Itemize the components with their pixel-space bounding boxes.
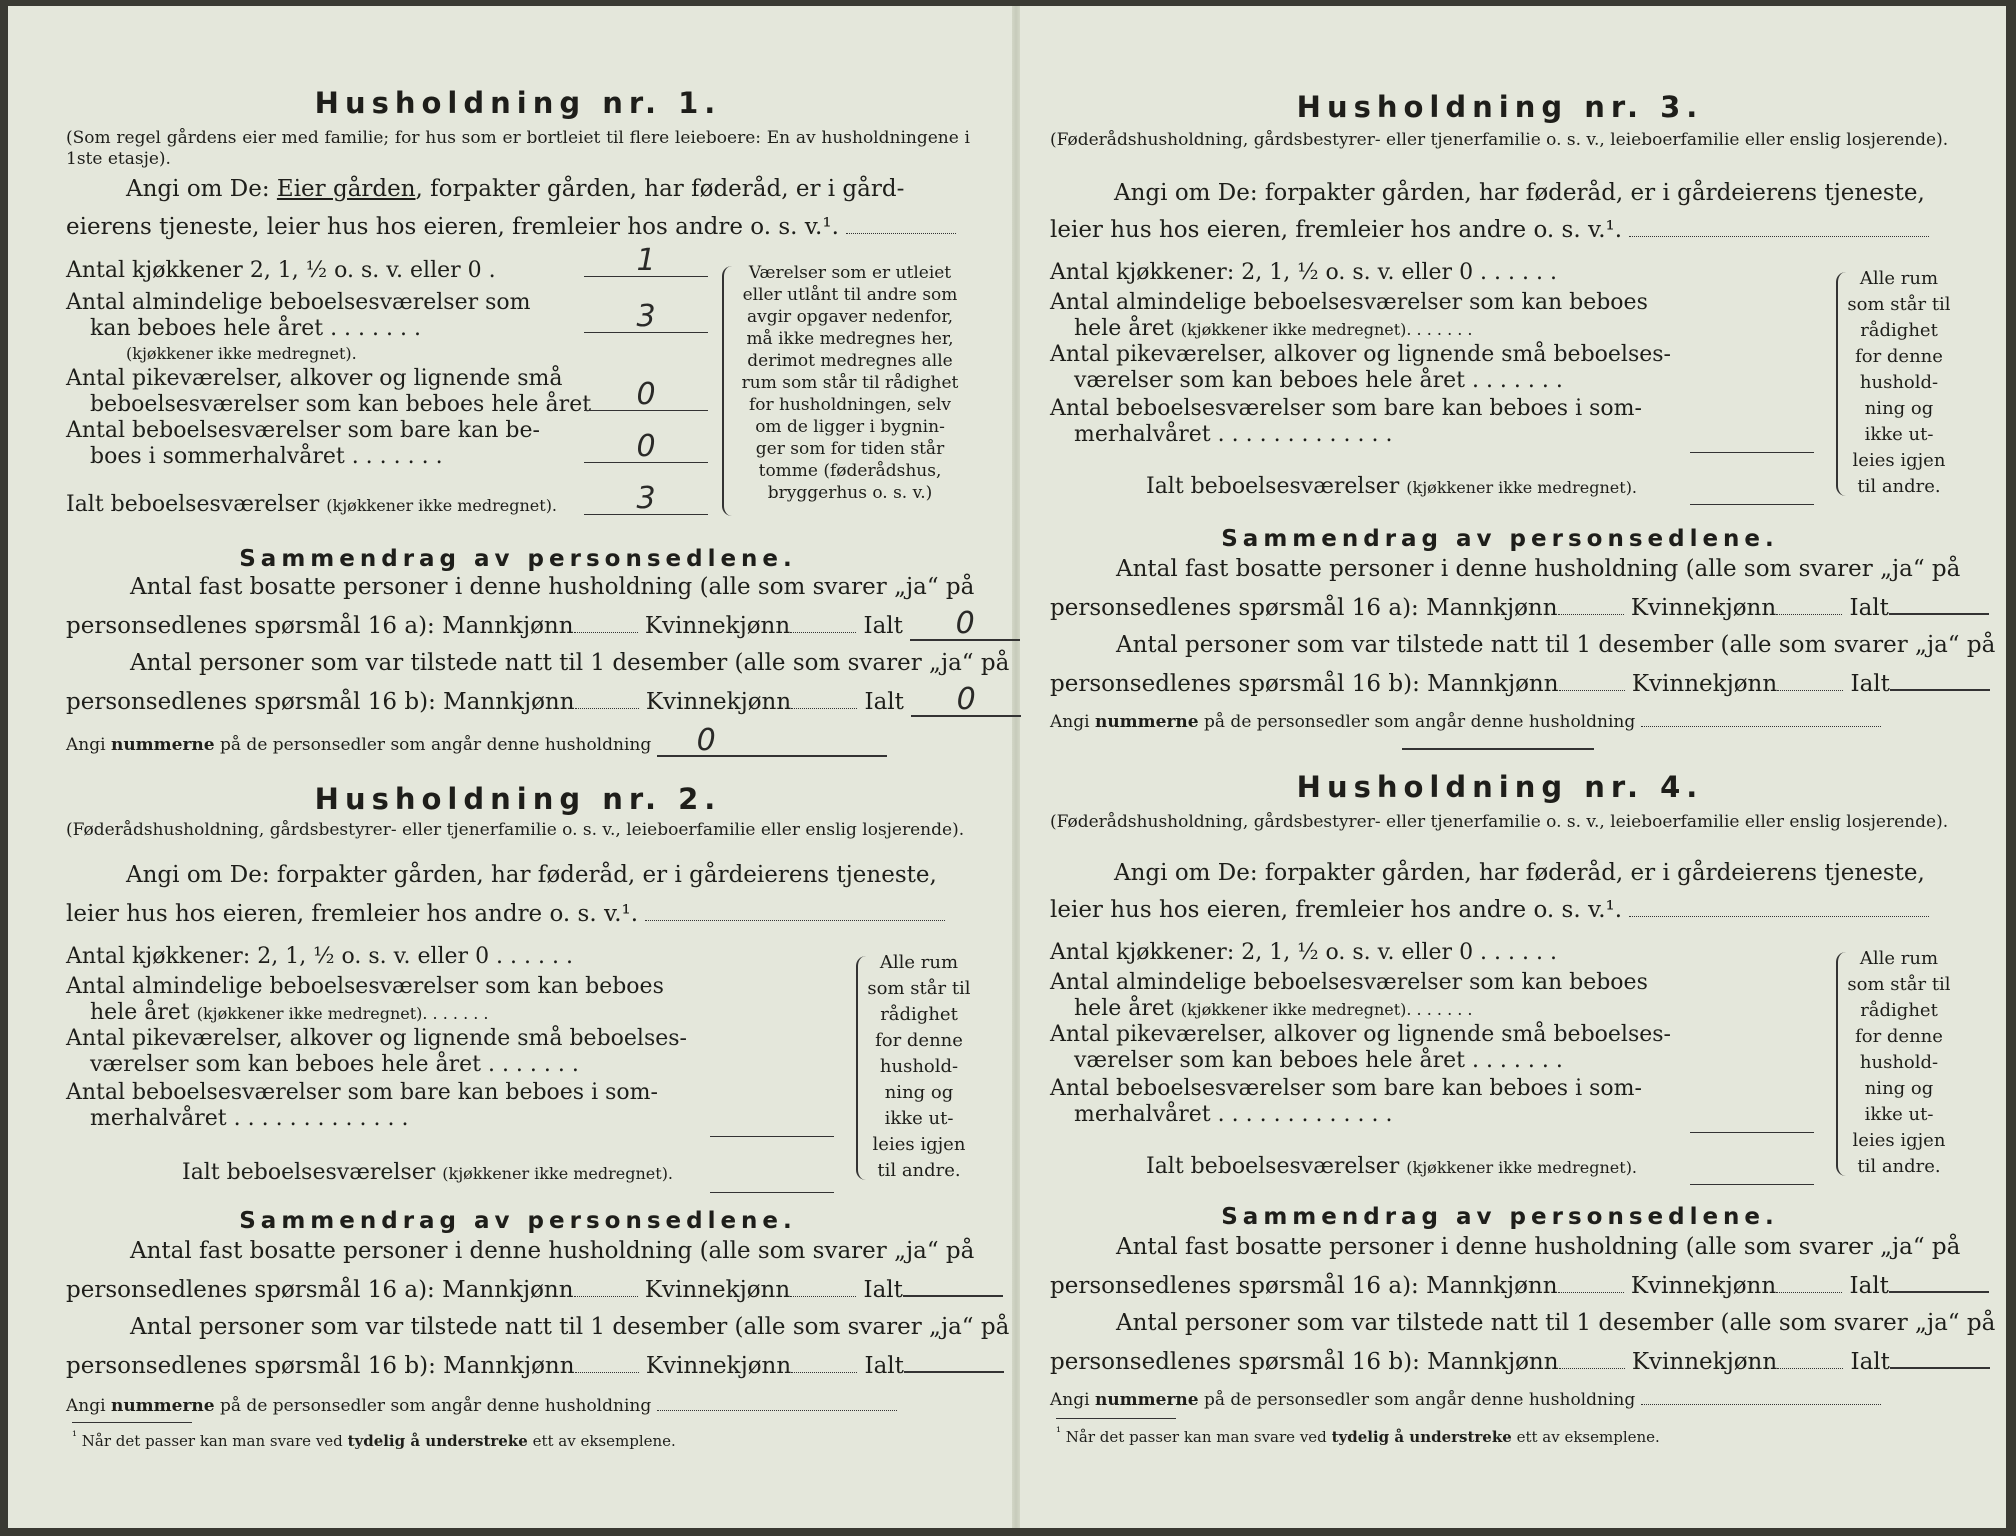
- footnote-rule: [1056, 1418, 1176, 1419]
- household-1-angi-line-1: Angi om De: Eier gården, forpakter gården, har føderåd, er i gård-: [126, 176, 905, 202]
- row-summer-rooms: Antal beboelsesværelser som bare kan beboes i som-: [1050, 1076, 1642, 1101]
- answer-summer-rooms: [1690, 1106, 1814, 1133]
- household-1-summary-a-line-2: personsedlenes spørsmål 16 a): Mannkjønn Kvinnekjønn Ialt 0: [66, 612, 970, 641]
- row-summer-rooms-2: merhalvåret . . . . . . . . . . . . .: [1074, 1102, 1393, 1127]
- footnote: $^{^1}$ Når det passer kan man svare ved tydelig å understreke ett av eksemplene.: [1056, 1424, 1660, 1446]
- household-4-room-rows: [1050, 940, 1690, 1180]
- household-2-summary-b-line-1: Antal personer som var tilstede natt til 1 desember (alle som svarer „ja“ på: [130, 1314, 1010, 1340]
- answer-total-rooms: [1690, 1158, 1814, 1185]
- household-2-angi-line-2: leier hus hos eieren, fremleier hos andre o. s. v.¹.: [66, 900, 970, 927]
- ialt-16a: 0: [955, 606, 975, 641]
- household-2-room-rows: [66, 944, 706, 1184]
- household-1-angi-line-2: eierens tjeneste, leier hus hos eieren, fremleier hos andre o. s. v.¹.: [66, 213, 970, 240]
- household-1-title: Husholdning nr. 1.: [314, 86, 722, 120]
- row-total: Ialt beboelsesværelser (kjøkkener ikke medregnet).: [182, 1160, 674, 1185]
- answer-total-rooms: [710, 1166, 834, 1193]
- household-4-summary-b-line-1: Antal personer som var tilstede natt til 1 desember (alle som svarer „ja“ på: [1116, 1310, 1996, 1336]
- household-3-summary-a-line-1: Antal fast bosatte personer i denne husholdning (alle som svarer „ja“ på: [1116, 556, 1961, 582]
- household-3-summary-b-line-2: personsedlenes spørsmål 16 b): Mannkjønn Kvinnekjønn Ialt: [1050, 670, 1950, 697]
- household-3-angi-line-2: leier hus hos eieren, fremleier hos andre o. s. v.¹.: [1050, 216, 1950, 243]
- row-ordinary-rooms-2: hele året (kjøkkener ikke medregnet). . . . . . .: [1074, 316, 1473, 341]
- right-page: [1050, 0, 1996, 1536]
- household-4-summary-a-line-1: Antal fast bosatte personer i denne husholdning (alle som svarer „ja“ på: [1116, 1234, 1961, 1260]
- row-ordinary-rooms-2: hele året (kjøkkener ikke medregnet). . . . . . .: [1074, 996, 1473, 1021]
- household-1-side-note: Værelser som er utleiet eller utlånt til andre som avgir opgaver nedenfor, må ikke medregnes her, derimot medregnes alle rum som står til rådighet for husholdningen, selv om de ligger i bygnin- ger som for tiden står tomme (føderådshus, bryggerhus o. s. v.): [741, 263, 959, 503]
- row-ordinary-rooms: Antal almindelige beboelsesværelser som kan beboes: [66, 974, 664, 999]
- household-2-angi-line-1: Angi om De: forpakter gården, har føderåd, er i gårdeierens tjeneste,: [126, 862, 937, 888]
- row-summer-rooms: Antal beboelsesværelser som bare kan beboes i som-: [66, 1080, 658, 1105]
- row-ordinary-rooms: Antal almindelige beboelsesværelser som kan beboes: [1050, 970, 1648, 995]
- household-2-summary-b-line-2: personsedlenes spørsmål 16 b): Mannkjønn Kvinnekjønn Ialt: [66, 1352, 970, 1379]
- household-2-title: Husholdning nr. 2.: [314, 782, 722, 816]
- row-ordinary-rooms: Antal almindelige beboelsesværelser som kan beboes: [1050, 290, 1648, 315]
- household-4-note: (Føderådshusholdning, gårdsbestyrer- eller tjenerfamilie o. s. v., leieboerfamilie eller enslig losjerende).: [1050, 812, 1949, 832]
- household-3-summary-a-line-2: personsedlenes spørsmål 16 a): Mannkjønn Kvinnekjønn Ialt: [1050, 594, 1950, 621]
- household-2-nummer-line: Angi nummerne på de personsedler som angår denne husholdning: [66, 1396, 970, 1416]
- household-3-side-note: Alle rum som står til rådighet for denne hushold- ning og ikke ut- leies igjen til andre.: [1847, 268, 1951, 497]
- answer-summer-rooms: [710, 1110, 834, 1137]
- row-total: Ialt beboelsesværelser (kjøkkener ikke medregnet).: [1146, 474, 1638, 499]
- row-summer-rooms-2: boes i sommerhalvåret . . . . . . .: [90, 444, 443, 469]
- household-3-nummer-line: Angi nummerne på de personsedler som angår denne husholdning: [1050, 712, 1950, 732]
- row-total: Ialt beboelsesværelser (kjøkkener ikke medregnet).: [66, 492, 558, 517]
- household-1-summary-b-line-1: Antal personer som var tilstede natt til 1 desember (alle som svarer „ja“ på: [130, 650, 1010, 676]
- nummer-value: 0: [696, 723, 716, 758]
- household-3-angi-line-1: Angi om De: forpakter gården, har føderåd, er i gårdeierens tjeneste,: [1114, 180, 1925, 206]
- row-summer-rooms-2: merhalvåret . . . . . . . . . . . . .: [1074, 422, 1393, 447]
- household-2-summary-title: Sammendrag av personsedlene.: [239, 1208, 797, 1234]
- ialt-16b: 0: [956, 682, 976, 717]
- page-fold: [1012, 6, 1020, 1528]
- row-maid-rooms-2: værelser som kan beboes hele året . . . . . . .: [1074, 368, 1563, 393]
- household-1-summary-b-line-2: personsedlenes spørsmål 16 b): Mannkjønn Kvinnekjønn Ialt 0: [66, 688, 970, 717]
- row-maid-rooms-2: værelser som kan beboes hele året . . . . . . .: [90, 1052, 579, 1077]
- household-1-summary-a-line-1: Antal fast bosatte personer i denne husholdning (alle som svarer „ja“ på: [130, 574, 975, 600]
- household-4-angi-line-2: leier hus hos eieren, fremleier hos andre o. s. v.¹.: [1050, 896, 1950, 923]
- footnote: $^{^1}$ Når det passer kan man svare ved tydelig å understreke ett av eksemplene.: [72, 1428, 676, 1450]
- household-4-nummer-line: Angi nummerne på de personsedler som angår denne husholdning: [1050, 1390, 1950, 1410]
- household-4-summary-b-line-2: personsedlenes spørsmål 16 b): Mannkjønn Kvinnekjønn Ialt: [1050, 1348, 1950, 1375]
- answer-kitchens: 1: [584, 250, 708, 277]
- household-4-angi-line-1: Angi om De: forpakter gården, har føderåd, er i gårdeierens tjeneste,: [1114, 860, 1925, 886]
- answer-total-rooms: 3: [584, 488, 708, 515]
- row-kitchens: Antal kjøkkener 2, 1, ½ o. s. v. eller 0 .: [66, 258, 496, 283]
- household-2-side-note: Alle rum som står til rådighet for denne hushold- ning og ikke ut- leies igjen til andre.: [867, 952, 971, 1181]
- row-ordinary-rooms-2: kan beboes hele året . . . . . . .: [90, 316, 421, 341]
- row-summer-rooms: Antal beboelsesværelser som bare kan be-: [66, 418, 540, 443]
- household-4-title: Husholdning nr. 4.: [1296, 770, 1704, 804]
- household-4-summary-a-line-2: personsedlenes spørsmål 16 a): Mannkjønn Kvinnekjønn Ialt: [1050, 1272, 1950, 1299]
- row-ordinary-rooms: Antal almindelige beboelsesværelser som: [66, 290, 531, 315]
- row-maid-rooms: Antal pikeværelser, alkover og lignende små beboelses-: [66, 1026, 687, 1051]
- left-page: [66, 0, 1010, 1536]
- household-2-summary-a-line-2: personsedlenes spørsmål 16 a): Mannkjønn Kvinnekjønn Ialt: [66, 1276, 970, 1303]
- row-maid-rooms: Antal pikeværelser, alkover og lignende små beboelses-: [1050, 342, 1671, 367]
- row-kitchens: Antal kjøkkener: 2, 1, ½ o. s. v. eller 0 . . . . . .: [1050, 940, 1557, 965]
- row-ordinary-rooms-2: hele året (kjøkkener ikke medregnet). . . . . . .: [90, 1000, 489, 1025]
- household-3-note: (Føderådshusholdning, gårdsbestyrer- eller tjenerfamilie o. s. v., leieboerfamilie eller enslig losjerende).: [1050, 130, 1949, 150]
- answer-maid-rooms: 0: [584, 384, 708, 411]
- footnote-rule: [72, 1422, 192, 1423]
- household-2-summary-a-line-1: Antal fast bosatte personer i denne husholdning (alle som svarer „ja“ på: [130, 1238, 975, 1264]
- row-summer-rooms-2: merhalvåret . . . . . . . . . . . . .: [90, 1106, 409, 1131]
- household-3-summary-b-line-1: Antal personer som var tilstede natt til 1 desember (alle som svarer „ja“ på: [1116, 632, 1996, 658]
- underlined-answer: Eier gården: [276, 176, 416, 202]
- household-2-note: (Føderådshusholdning, gårdsbestyrer- eller tjenerfamilie o. s. v., leieboerfamilie eller enslig losjerende).: [66, 820, 965, 840]
- answer-total-rooms: [1690, 478, 1814, 505]
- answer-ordinary-rooms: 3: [584, 306, 708, 333]
- household-4-side-note: Alle rum som står til rådighet for denne hushold- ning og ikke ut- leies igjen til andre.: [1847, 948, 1951, 1177]
- household-3-title: Husholdning nr. 3.: [1296, 90, 1704, 124]
- answer-summer-rooms: 0: [584, 436, 708, 463]
- row-total: Ialt beboelsesværelser (kjøkkener ikke medregnet).: [1146, 1154, 1638, 1179]
- row-kitchens: Antal kjøkkener: 2, 1, ½ o. s. v. eller 0 . . . . . .: [66, 944, 573, 969]
- row-ordinary-rooms-note: (kjøkkener ikke medregnet).: [126, 344, 357, 363]
- household-1-summary-title: Sammendrag av personsedlene.: [239, 546, 797, 572]
- household-3-summary-title: Sammendrag av personsedlene.: [1221, 526, 1779, 552]
- household-1-nummer-line: Angi nummerne på de personsedler som angår denne husholdning 0: [66, 730, 970, 757]
- household-4-summary-title: Sammendrag av personsedlene.: [1221, 1204, 1779, 1230]
- household-3-room-rows: [1050, 260, 1690, 500]
- row-maid-rooms-2: værelser som kan beboes hele året . . . . . . .: [1074, 1048, 1563, 1073]
- row-maid-rooms: Antal pikeværelser, alkover og lignende små: [66, 366, 563, 391]
- household-1-note: (Som regel gårdens eier med familie; for hus som er bortleiet til flere leieboere: En av husholdningene i 1ste etasje).: [66, 128, 970, 169]
- row-maid-rooms-2: beboelsesværelser som kan beboes hele året: [90, 392, 592, 417]
- row-maid-rooms: Antal pikeværelser, alkover og lignende små beboelses-: [1050, 1022, 1671, 1047]
- answer-summer-rooms: [1690, 426, 1814, 453]
- row-kitchens: Antal kjøkkener: 2, 1, ½ o. s. v. eller 0 . . . . . .: [1050, 260, 1557, 285]
- section-divider: [1402, 748, 1594, 750]
- row-summer-rooms: Antal beboelsesværelser som bare kan beboes i som-: [1050, 396, 1642, 421]
